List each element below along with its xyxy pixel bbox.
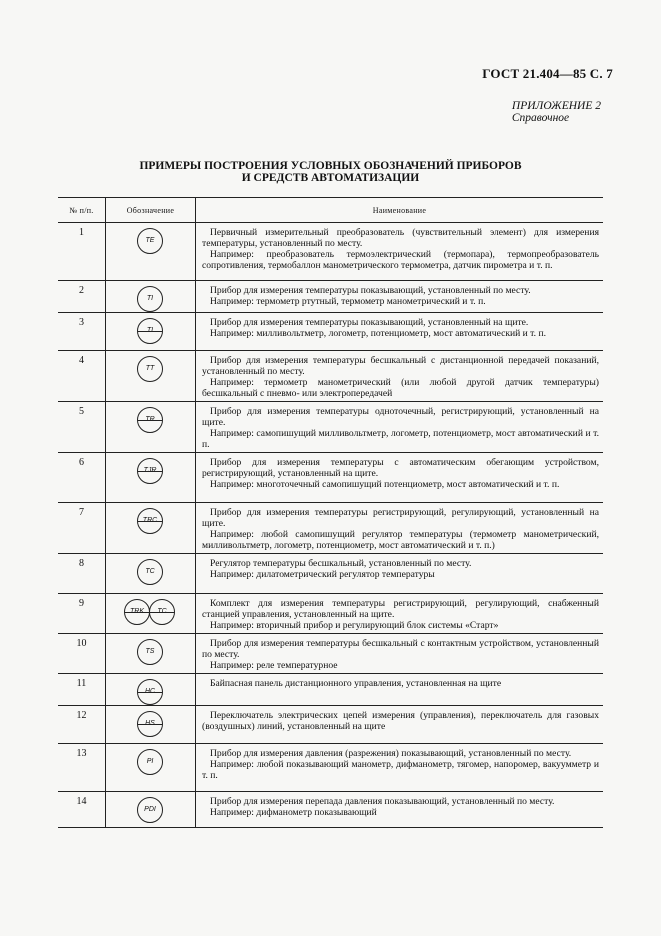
description-text: Прибор для измерения температуры бесшкальный с контактным устройством, установленный по месту.: [202, 638, 599, 660]
row-number: 1: [58, 223, 106, 281]
description-text: Прибор для измерения температуры одноточечный, регистрирующий, установленный на щите.: [202, 406, 599, 428]
description-cell: [196, 453, 604, 503]
table-row: [58, 402, 603, 453]
table-row: [58, 554, 603, 594]
title-line-2: И СРЕДСТВ АВТОМАТИЗАЦИИ: [241, 172, 420, 184]
description-text: Например: самопишущий милливольтметр, логометр, потенциометр, мост автоматический и т. п.: [202, 428, 599, 450]
description-text: Например: любой показывающий манометр, дифманометр, тягомер, напоромер, вакуумметр и т. п.: [202, 759, 599, 781]
table-row: [58, 313, 603, 351]
description-cell: [196, 634, 604, 674]
row-number: 14: [58, 792, 106, 828]
description-cell: [196, 223, 604, 281]
instrument-symbol-icon: TJR: [137, 458, 163, 484]
appendix-subtitle: Справочное: [511, 112, 570, 124]
description-cell: [196, 792, 604, 828]
description-text: Комплект для измерения температуры регистрирующий, регулирующий, снабженный станцией управления, установленный на щите.: [202, 598, 599, 620]
symbol-cell: [106, 402, 196, 453]
description-cell: [196, 706, 604, 744]
document-title: [0, 160, 661, 184]
table-row: [58, 223, 603, 281]
description-text: Прибор для измерения давления (разрежения) показывающий, установленный по месту.: [210, 748, 572, 759]
instrument-symbol-icon: TE: [137, 228, 163, 254]
row-number: 4: [58, 351, 106, 402]
description-cell: [196, 744, 604, 792]
symbol-cell: [106, 594, 196, 634]
table-row: [58, 453, 603, 503]
description-text: Например: любой самопишущий регулятор температуры (термометр манометрический, милливольтметр, логометр, потенциометр, мост автоматический и т. п.): [202, 529, 599, 551]
symbol-cell: [106, 351, 196, 402]
row-number: 3: [58, 313, 106, 351]
description-text: Например: милливольтметр, логометр, потенциометр, мост автоматический и т. п.: [210, 328, 546, 339]
row-number: 6: [58, 453, 106, 503]
instrument-symbol-icon: TC: [137, 559, 163, 585]
row-number: 13: [58, 744, 106, 792]
page-header: ГОСТ 21.404—85 С. 7: [482, 66, 613, 81]
description-text: Например: многоточечный самопишущий потенциометр, мост автоматический и т. п.: [210, 479, 560, 490]
instrument-symbol-icon: TRK: [124, 599, 150, 625]
description-cell: [196, 402, 604, 453]
symbol-cell: [106, 503, 196, 554]
examples-table: [58, 197, 603, 828]
table-header-row: [58, 198, 603, 223]
description-text: Например: термометр манометрический (или любой другой датчик температуры) бесшкальный с пневмо- или электропередачей: [202, 377, 599, 399]
table-row: [58, 594, 603, 634]
table-row: [58, 792, 603, 828]
symbol-cell: [106, 634, 196, 674]
symbol-cell: [106, 223, 196, 281]
table-row: [58, 281, 603, 313]
instrument-symbol-icon: TI: [137, 318, 163, 344]
description-cell: [196, 281, 604, 313]
description-cell: [196, 313, 604, 351]
symbol-cell: [106, 554, 196, 594]
description-cell: [196, 674, 604, 706]
description-text: Первичный измерительный преобразователь (чувствительный элемент) для измерения температуры, установленный по месту.: [202, 227, 599, 249]
description-text: Прибор для измерения температуры бесшкальный с дистанционной передачей показаний, установленный по месту.: [202, 355, 599, 377]
instrument-symbol-icon: HC: [137, 679, 163, 705]
description-cell: [196, 594, 604, 634]
symbol-cell: [106, 453, 196, 503]
row-number: 12: [58, 706, 106, 744]
column-header-symbol: Обозначение: [106, 198, 196, 223]
description-text: Переключатель электрических цепей измерения (управления), переключатель для газовых (воздушных) линий, установленный на щите: [202, 710, 599, 732]
column-header-name: Наименование: [196, 198, 604, 223]
instrument-symbol-icon: TR: [137, 407, 163, 433]
title-line-1: ПРИМЕРЫ ПОСТРОЕНИЯ УСЛОВНЫХ ОБОЗНАЧЕНИЙ ПРИБОРОВ: [139, 160, 522, 172]
description-cell: [196, 554, 604, 594]
description-text: Прибор для измерения температуры с автоматическим обегающим устройством, регистрирующий, установленный на щите.: [202, 457, 599, 479]
description-text: Например: термометр ртутный, термометр манометрический и т. п.: [210, 296, 486, 307]
table-row: [58, 674, 603, 706]
table-row: [58, 634, 603, 674]
symbol-cell: [106, 313, 196, 351]
appendix-label: [512, 100, 601, 124]
table-row: [58, 351, 603, 402]
description-text: Например: вторичный прибор и регулирующий блок системы «Старт»: [210, 620, 499, 631]
row-number: 5: [58, 402, 106, 453]
table-row: [58, 503, 603, 554]
table-row: [58, 744, 603, 792]
symbol-cell: [106, 744, 196, 792]
instrument-symbol-icon: PI: [137, 749, 163, 775]
row-number: 8: [58, 554, 106, 594]
description-cell: [196, 351, 604, 402]
description-text: Регулятор температуры бесшкальный, установленный по месту.: [210, 558, 472, 569]
row-number: 9: [58, 594, 106, 634]
symbol-cell: [106, 674, 196, 706]
description-text: Байпасная панель дистанционного управления, установленная на щите: [210, 678, 502, 689]
row-number: 7: [58, 503, 106, 554]
symbol-cell: [106, 792, 196, 828]
description-text: Прибор для измерения температуры регистрирующий, регулирующий, установленный на щите.: [202, 507, 599, 529]
row-number: 2: [58, 281, 106, 313]
description-text: Например: реле температурное: [210, 660, 338, 671]
description-cell: [196, 503, 604, 554]
symbol-cell: [106, 706, 196, 744]
description-text: Прибор для измерения температуры показывающий, установленный на щите.: [210, 317, 529, 328]
description-text: Например: дифманометр показывающий: [210, 807, 377, 818]
appendix-title: ПРИЛОЖЕНИЕ 2: [511, 100, 601, 112]
instrument-symbol-icon: PDI: [137, 797, 163, 823]
description-text: Например: преобразователь термоэлектрический (термопара), термопреобразователь сопротивления, термобаллон манометрического термометра, датчик пирометра и т. п.: [202, 249, 599, 271]
row-number: 11: [58, 674, 106, 706]
instrument-symbol-icon: TRC: [137, 508, 163, 534]
description-text: Прибор для измерения перепада давления показывающий, установленный по месту.: [210, 796, 555, 807]
instrument-symbol-icon: TI: [137, 286, 163, 312]
description-text: Прибор для измерения температуры показывающий, установленный по месту.: [210, 285, 531, 296]
instrument-symbol-icon: TS: [137, 639, 163, 665]
instrument-symbol-icon: HS: [137, 711, 163, 737]
instrument-symbol-icon: TT: [137, 356, 163, 382]
description-text: Например: дилатометрический регулятор температуры: [210, 569, 435, 580]
instrument-symbol-icon: TC: [149, 599, 175, 625]
column-header-num: № п/п.: [58, 198, 106, 223]
symbol-cell: [106, 281, 196, 313]
table-row: [58, 706, 603, 744]
row-number: 10: [58, 634, 106, 674]
